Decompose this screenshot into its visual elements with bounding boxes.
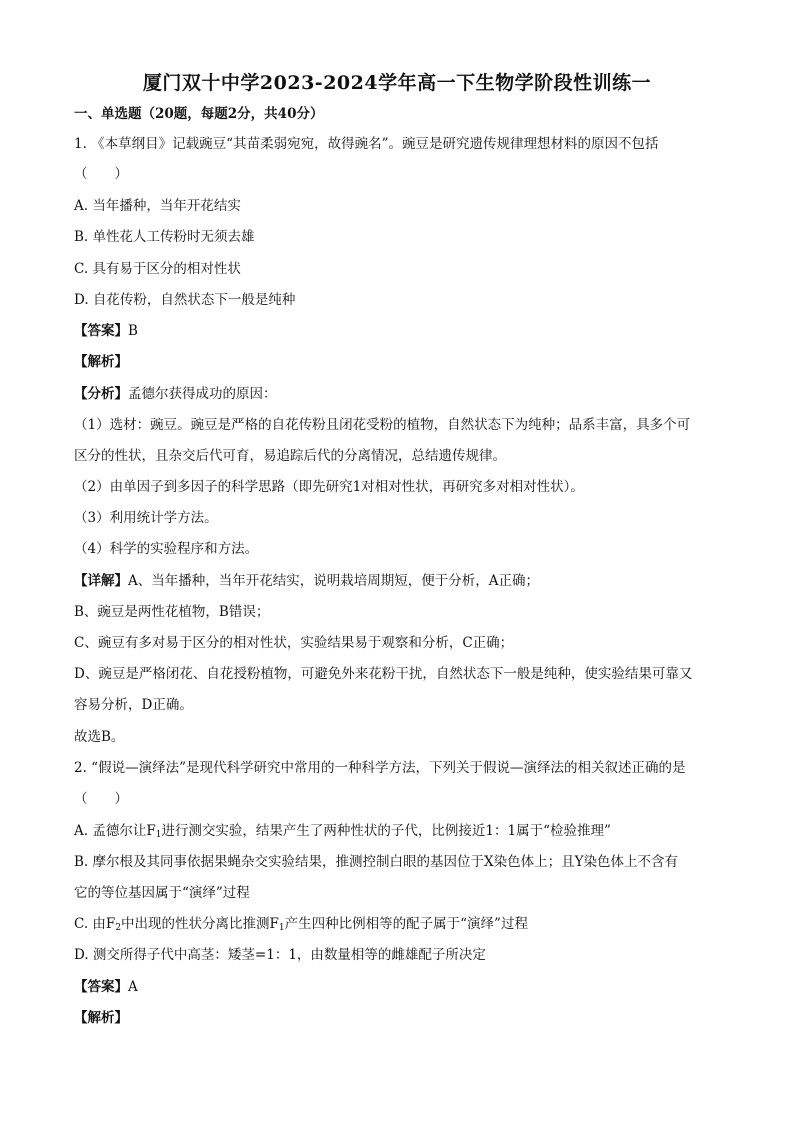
fenxi-text: 孟德尔获得成功的原因： xyxy=(128,386,277,402)
q1-fenxi xyxy=(74,385,734,403)
q2-option-c xyxy=(74,915,734,933)
q2-stem: 2. “假说—演绎法”是现代科学研究中常用的一种科学方法，下列关于假说—演绎法的相关叙述正确的是 xyxy=(74,760,686,776)
q1-detail-d-cont: 容易分析，D正确。 xyxy=(74,697,193,713)
q2-option-c-part1: C. 由F xyxy=(74,916,116,932)
q1-detail-d: D、豌豆是严格闭花、自花授粉植物，可避免外来花粉干扰，自然状态下一般是纯种，使实验结果可靠又 xyxy=(74,666,693,682)
q2-option-b-cont: 它的等位基因属于“演绎”过程 xyxy=(74,885,250,901)
fenxi-tag: 【分析】 xyxy=(74,386,128,402)
q1-paren: （ ） xyxy=(74,166,128,182)
q1-option-c: C. 具有易于区分的相对性状 xyxy=(74,261,241,277)
q1-point-4: （4）科学的实验程序和方法。 xyxy=(74,541,259,557)
detail-a-text: A、当年播种，当年开花结实，说明栽培周期短，便于分析，A正确； xyxy=(128,573,539,589)
answer-value: B xyxy=(128,323,138,339)
q2-analysis-tag: 【解析】 xyxy=(74,1010,128,1026)
q1-option-b: B. 单性花人工传粉时无须去雄 xyxy=(74,229,255,245)
q2-option-a-part1: A. 孟德尔让F xyxy=(74,823,156,839)
answer-tag: 【答案】 xyxy=(74,323,128,339)
q1-detail-b: B、豌豆是两性花植物，B错误； xyxy=(74,604,270,620)
q2-option-b: B. 摩尔根及其同事依据果蝇杂交实验结果，推测控制白眼的基因位于X染色体上；且Y染色体上不含有 xyxy=(74,854,679,870)
q1-option-d: D. 自花传粉，自然状态下一般是纯种 xyxy=(74,292,296,308)
section-heading: 一、单选题（20题，每题2分，共40分） xyxy=(74,106,324,122)
q1-detail-a xyxy=(74,572,734,590)
q1-point-1: （1）选材：豌豆。豌豆是严格的自花传粉且闭花受粉的植物，自然状态下为纯种；品系丰富，具多个可 xyxy=(74,417,691,433)
xiangjie-tag: 【详解】 xyxy=(74,573,128,589)
q1-detail-c: C、豌豆有多对易于区分的相对性状，实验结果易于观察和分析，C正确； xyxy=(74,635,514,651)
q2-option-c-sub1: 2 xyxy=(115,923,122,933)
q1-conclusion: 故选B。 xyxy=(74,729,125,745)
q1-stem: 1. 《本草纲目》记载豌豆“其苗柔弱宛宛，故得豌名”。豌豆是研究遗传规律理想材料的原因不包括 xyxy=(74,136,659,152)
q1-point-3: （3）利用统计学方法。 xyxy=(74,510,218,526)
q1-answer xyxy=(74,322,734,340)
q2-answer xyxy=(74,978,734,996)
q2-option-a-part2: 进行测交实验，结果产生了两种性状的子代，比例接近1：1属于“检验推理” xyxy=(161,823,611,839)
q2-option-d: D. 测交所得子代中高茎：矮茎=1：1，由数量相等的雌雄配子所决定 xyxy=(74,947,486,963)
q2-option-a xyxy=(74,822,734,840)
q1-analysis-tag: 【解析】 xyxy=(74,354,128,370)
page-title: 厦门双十中学2023-2024学年高一下生物学阶段性训练一 xyxy=(142,72,652,94)
q2-option-c-sub2: 1 xyxy=(278,923,285,933)
q1-point-2: （2）由单因子到多因子的科学思路（即先研究1对相对性状，再研究多对相对性状）。 xyxy=(74,479,584,495)
q2-answer-tag: 【答案】 xyxy=(74,979,128,995)
q2-answer-value: A xyxy=(128,979,138,995)
q2-option-a-sub: 1 xyxy=(155,830,162,840)
q2-paren: （ ） xyxy=(74,791,128,807)
q1-point-1-cont: 区分的性状，且杂交后代可育，易追踪后代的分离情况，总结遗传规律。 xyxy=(74,448,506,464)
q2-option-c-part2: 中出现的性状分离比推测F xyxy=(121,916,279,932)
q2-option-c-part3: 产生四种比例相等的配子属于“演绎”过程 xyxy=(284,916,528,932)
q1-option-a: A. 当年播种，当年开花结实 xyxy=(74,198,241,214)
